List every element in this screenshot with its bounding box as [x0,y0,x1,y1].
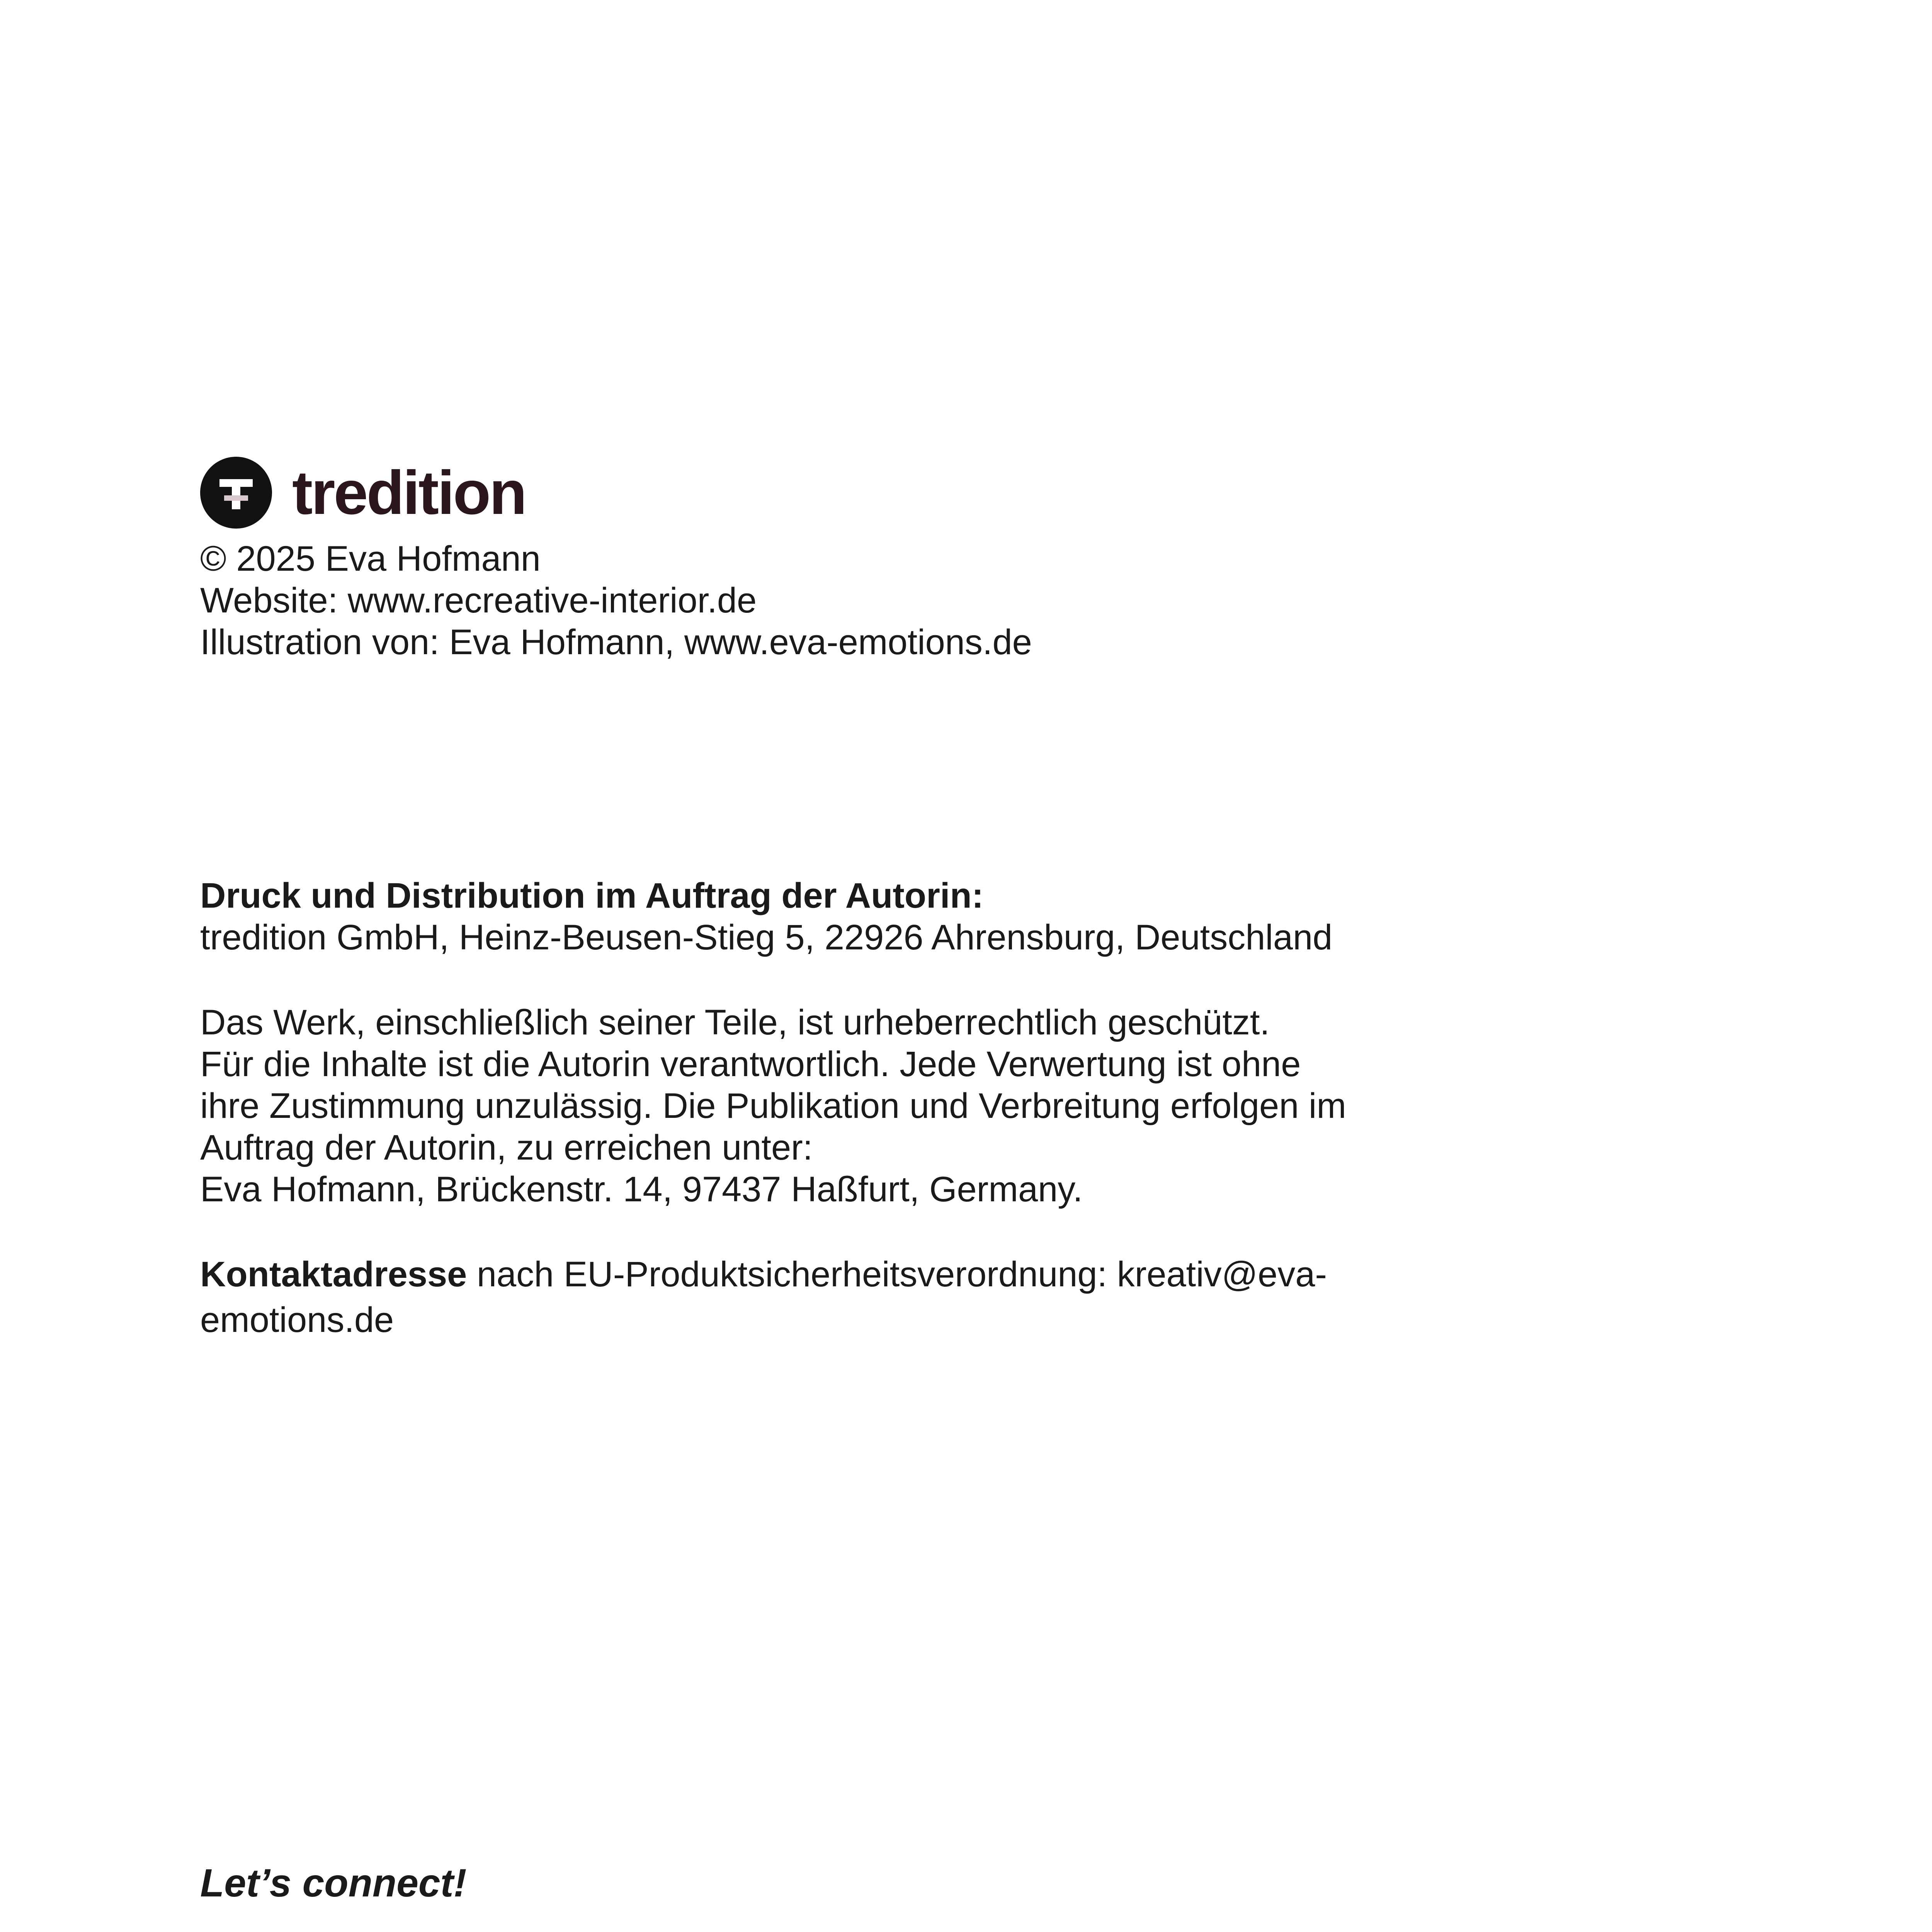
copyright-line: © 2025 Eva Hofmann [200,539,541,578]
contact-label: Kontaktadresse [200,1255,467,1294]
legal-line: Auftrag der Autorin, zu erreichen unter: [200,1128,813,1167]
tredition-wordmark: tredition [292,458,526,527]
website-line: Website: www.recreative-interior.de [200,581,757,620]
distribution-heading: Druck und Distribution im Auftrag der Autorin: [200,876,984,915]
contact-text: nach EU-Produktsicherheitsverordnung: kreativ@eva- [467,1255,1327,1294]
tredition-logo-icon [200,457,272,529]
legal-line: ihre Zustimmung unzulässig. Die Publikation und Verbreitung erfolgen im [200,1086,1347,1126]
contact-line-continued: emotions.de [200,1300,394,1340]
contact-line [200,1253,1327,1295]
illustration-line: Illustration von: Eva Hofmann, www.eva-emotions.de [200,622,1032,662]
legal-line: Für die Inhalte ist die Autorin verantwortlich. Jede Verwertung ist ohne [200,1044,1301,1084]
connect-title: Let’s connect! [200,1861,467,1905]
legal-line: Eva Hofmann, Brückenstr. 14, 97437 Haßfurt, Germany. [200,1170,1083,1209]
tredition-logo [200,456,526,529]
legal-line: Das Werk, einschließlich seiner Teile, ist urheberrechtlich geschützt. [200,1003,1270,1042]
distribution-address: tredition GmbH, Heinz-Beusen-Stieg 5, 22926 Ahrensburg, Deutschland [200,918,1333,957]
